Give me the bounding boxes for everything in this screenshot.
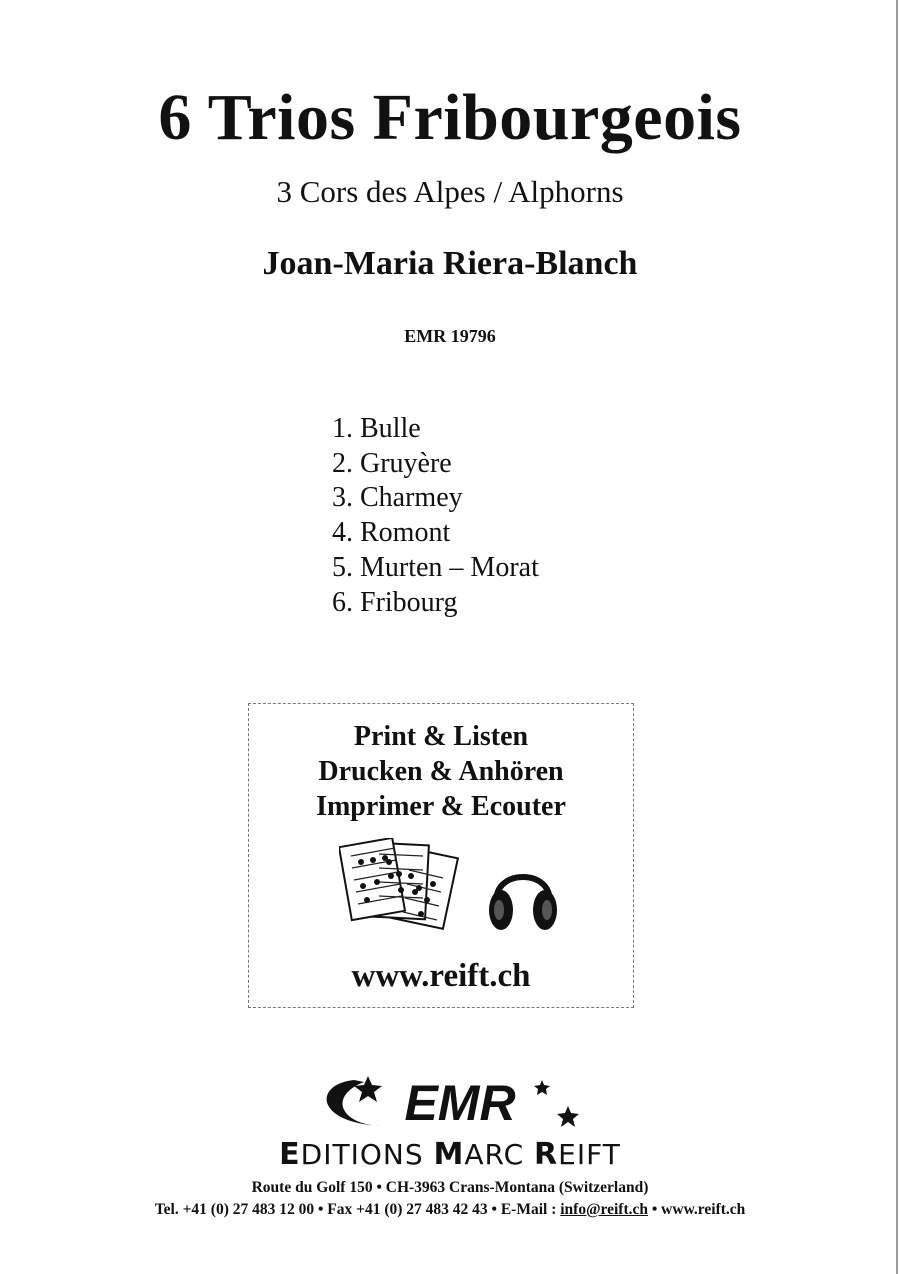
print-listen-box — [248, 703, 634, 1008]
emr-logo-text: EMR — [404, 1075, 516, 1131]
print-listen-french: Imprimer & Ecouter — [316, 791, 566, 822]
piece-list — [332, 412, 539, 620]
email-link[interactable]: info@reift.ch — [560, 1201, 648, 1218]
page-title: 6 Trios Fribourgeois — [158, 81, 742, 154]
composer-name: Joan-Maria Riera-Blanch — [262, 245, 638, 282]
list-item: 1. Bulle — [332, 413, 421, 444]
sheet-music-icon — [339, 838, 469, 938]
list-item: 4. Romont — [332, 517, 451, 549]
list-item: 3. Charmey — [332, 482, 463, 514]
emr-logo — [310, 1070, 600, 1140]
instrumentation-subtitle: 3 Cors des Alpes / Alphorns — [276, 174, 624, 209]
headphones-icon — [487, 854, 559, 936]
print-listen-german: Drucken & Anhören — [318, 756, 564, 787]
list-item: 2. Gruyère — [332, 447, 452, 479]
list-item: 5. Murten – Morat — [332, 551, 539, 583]
catalog-number: EMR 19796 — [404, 326, 496, 346]
website-url: www.reift.ch — [351, 958, 531, 994]
print-listen-english: Print & Listen — [353, 721, 529, 752]
list-item: 6. Fribourg — [332, 586, 458, 618]
publisher-contact: Tel. +41 (0) 27 483 12 00 • Fax +41 (0) 27 483 42 43 • E-Mail : info@reift.ch • www.reift.ch — [154, 1201, 746, 1218]
publisher-address: Route du Golf 150 • CH-3963 Crans-Montana (Switzerland) — [251, 1179, 649, 1196]
publisher-name: EDITIONS MARC REIFT — [279, 1137, 621, 1172]
